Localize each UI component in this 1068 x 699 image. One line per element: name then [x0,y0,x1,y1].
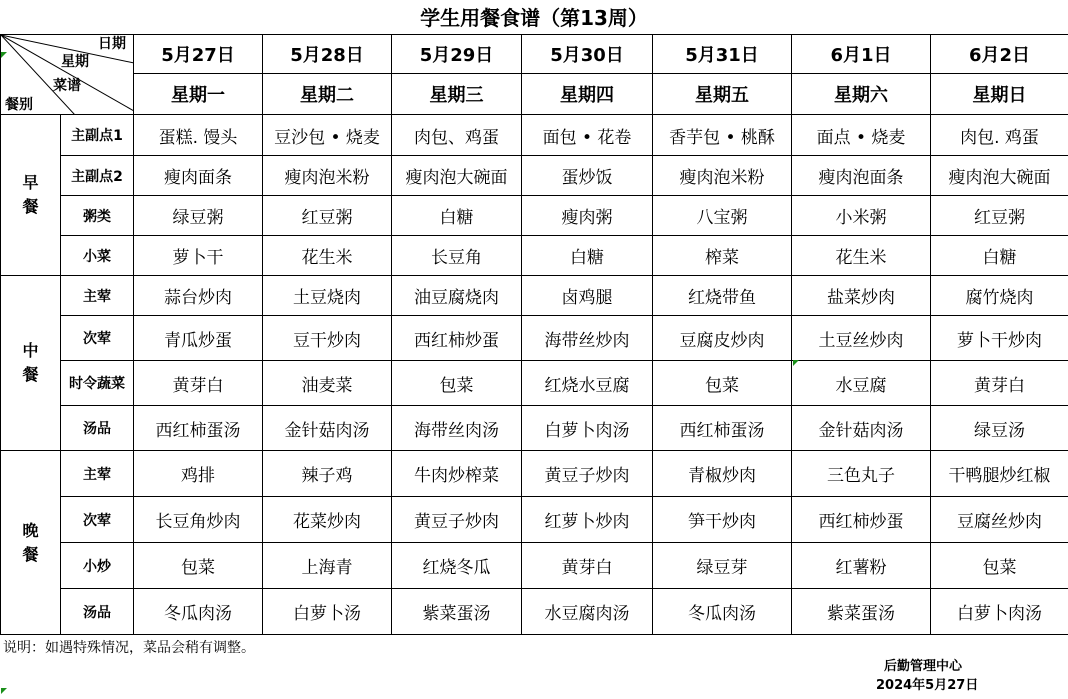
cell-comment-marker [1,688,7,694]
dish-cell: 包菜 [931,543,1068,589]
corner-week-label: 星期 [61,54,89,70]
dish-cell: 冬瓜肉汤 [134,589,263,635]
category-label: 主副点1 [61,115,134,156]
category-label: 小炒 [61,543,134,589]
dish-cell: 小米粥 [792,196,931,236]
dish-cell: 瘦肉粥 [522,196,653,236]
dish-cell: 面点 • 烧麦 [792,115,931,156]
dish-cell: 三色丸子 [792,451,931,497]
dish-cell: 黄芽白 [522,543,653,589]
dish-cell: 瘦肉泡面条 [792,156,931,196]
dish-cell: 绿豆芽 [653,543,792,589]
dish-cell: 瘦肉泡大碗面 [392,156,522,196]
date-header: 5月28日 [263,35,392,74]
dish-cell: 豆干炒肉 [263,316,392,361]
dish-cell: 萝卜干炒肉 [931,316,1068,361]
dish-cell: 红烧水豆腐 [522,361,653,406]
dish-cell: 白糖 [392,196,522,236]
table-row [1,115,1068,156]
dish-cell: 紫菜蛋汤 [392,589,522,635]
dish-cell: 花生米 [792,236,931,276]
table-row [1,451,1068,497]
note-text: 说明：如遇特殊情况，菜品会稍有调整。 [3,640,255,656]
dish-cell: 榨菜 [653,236,792,276]
table-row [1,589,1068,635]
dish-cell: 黄芽白 [134,361,263,406]
dish-cell: 蛋糕. 馒头 [134,115,263,156]
dish-cell: 海带丝炒肉 [522,316,653,361]
dish-cell: 鸡排 [134,451,263,497]
dish-cell: 海带丝肉汤 [392,406,522,451]
category-label: 主副点2 [61,156,134,196]
weekday-header: 星期一 [134,74,263,115]
menu-body [1,115,1068,635]
dish-cell: 黄芽白 [931,361,1068,406]
dish-cell: 瘦肉泡大碗面 [931,156,1068,196]
dish-cell: 包菜 [653,361,792,406]
corner-meal-label: 餐别 [5,97,33,113]
dish-cell: 白萝卜肉汤 [931,589,1068,635]
dish-cell: 红薯粉 [792,543,931,589]
corner-menu-label: 菜谱 [53,78,81,94]
dish-cell: 辣子鸡 [263,451,392,497]
dish-cell: 瘦肉面条 [134,156,263,196]
weekday-header: 星期二 [263,74,392,115]
weekday-header: 星期三 [392,74,522,115]
dish-cell: 西红柿蛋汤 [134,406,263,451]
weekday-header: 星期四 [522,74,653,115]
dish-cell: 长豆角 [392,236,522,276]
category-label: 次荤 [61,316,134,361]
dish-cell: 西红柿蛋汤 [653,406,792,451]
dish-cell: 黄豆子炒肉 [522,451,653,497]
dish-cell: 干鸭腿炒红椒 [931,451,1068,497]
table-row [1,406,1068,451]
dish-cell: 水豆腐肉汤 [522,589,653,635]
signature-date: 2024年5月27日 [876,678,979,693]
dish-cell: 冬瓜肉汤 [653,589,792,635]
category-label: 时令蔬菜 [61,361,134,406]
date-header: 5月27日 [134,35,263,74]
dish-cell: 香芋包 • 桃酥 [653,115,792,156]
table-row [1,276,1068,316]
table-row [1,196,1068,236]
dish-cell: 西红柿炒蛋 [392,316,522,361]
page-title: 学生用餐食谱（第13周） [420,6,648,30]
dish-cell: 瘦肉泡米粉 [263,156,392,196]
signature: 后勤管理中心 [884,659,963,674]
dish-cell: 土豆丝炒肉 [792,316,931,361]
category-label: 粥类 [61,196,134,236]
dish-cell: 卤鸡腿 [522,276,653,316]
category-label: 次荤 [61,497,134,543]
dish-cell: 白糖 [931,236,1068,276]
date-header: 5月29日 [392,35,522,74]
dish-cell: 油豆腐烧肉 [392,276,522,316]
category-label: 主荤 [61,451,134,497]
dish-cell: 红萝卜炒肉 [522,497,653,543]
dish-cell: 白萝卜肉汤 [522,406,653,451]
cell-comment-marker [793,360,799,366]
dish-cell: 瘦肉泡米粉 [653,156,792,196]
dish-cell: 萝卜干 [134,236,263,276]
dish-cell: 青椒炒肉 [653,451,792,497]
table-row [1,543,1068,589]
dish-cell: 白糖 [522,236,653,276]
dish-cell: 绿豆粥 [134,196,263,236]
weekday-header: 星期六 [792,74,931,115]
date-header: 5月31日 [653,35,792,74]
table-row [1,361,1068,406]
dish-cell: 白萝卜汤 [263,589,392,635]
corner-date-label: 日期 [98,36,126,52]
weekday-header: 星期五 [653,74,792,115]
dish-cell: 西红柿炒蛋 [792,497,931,543]
dish-cell: 笋干炒肉 [653,497,792,543]
category-label: 汤品 [61,589,134,635]
meal-label: 中 餐 [1,276,61,451]
dish-cell: 花菜炒肉 [263,497,392,543]
dish-cell: 盐菜炒肉 [792,276,931,316]
dish-cell: 蛋炒饭 [522,156,653,196]
category-label: 小菜 [61,236,134,276]
date-header: 6月1日 [792,35,931,74]
dish-cell: 包菜 [134,543,263,589]
dish-cell: 紫菜蛋汤 [792,589,931,635]
dish-cell: 青瓜炒蛋 [134,316,263,361]
weekday-header: 星期日 [931,74,1068,115]
category-label: 汤品 [61,406,134,451]
dish-cell: 肉包. 鸡蛋 [931,115,1068,156]
dish-cell: 红豆粥 [931,196,1068,236]
dish-cell: 绿豆汤 [931,406,1068,451]
cell-comment-marker [1,52,7,58]
dish-cell: 红烧带鱼 [653,276,792,316]
meal-label: 早 餐 [1,115,61,276]
dish-cell: 牛肉炒榨菜 [392,451,522,497]
dish-cell: 蒜台炒肉 [134,276,263,316]
dish-cell: 红烧冬瓜 [392,543,522,589]
dish-cell: 豆沙包 • 烧麦 [263,115,392,156]
date-header: 5月30日 [522,35,653,74]
dish-cell: 包菜 [392,361,522,406]
menu-table [0,34,1068,635]
dish-cell: 金针菇肉汤 [792,406,931,451]
meal-label: 晚 餐 [1,451,61,635]
dish-cell: 上海青 [263,543,392,589]
dish-cell: 豆腐丝炒肉 [931,497,1068,543]
corner-header [1,35,134,115]
dish-cell: 油麦菜 [263,361,392,406]
category-label: 主荤 [61,276,134,316]
dish-cell: 豆腐皮炒肉 [653,316,792,361]
table-row [1,236,1068,276]
dish-cell: 腐竹烧肉 [931,276,1068,316]
dish-cell: 红豆粥 [263,196,392,236]
dish-cell: 花生米 [263,236,392,276]
dish-cell: 长豆角炒肉 [134,497,263,543]
dish-cell: 土豆烧肉 [263,276,392,316]
table-row [1,316,1068,361]
date-header: 6月2日 [931,35,1068,74]
dish-cell: 金针菇肉汤 [263,406,392,451]
table-row [1,497,1068,543]
dish-cell: 肉包、鸡蛋 [392,115,522,156]
dish-cell: 面包 • 花卷 [522,115,653,156]
table-row [1,156,1068,196]
dish-cell: 八宝粥 [653,196,792,236]
dish-cell: 黄豆子炒肉 [392,497,522,543]
dish-cell: 水豆腐 [792,361,931,406]
